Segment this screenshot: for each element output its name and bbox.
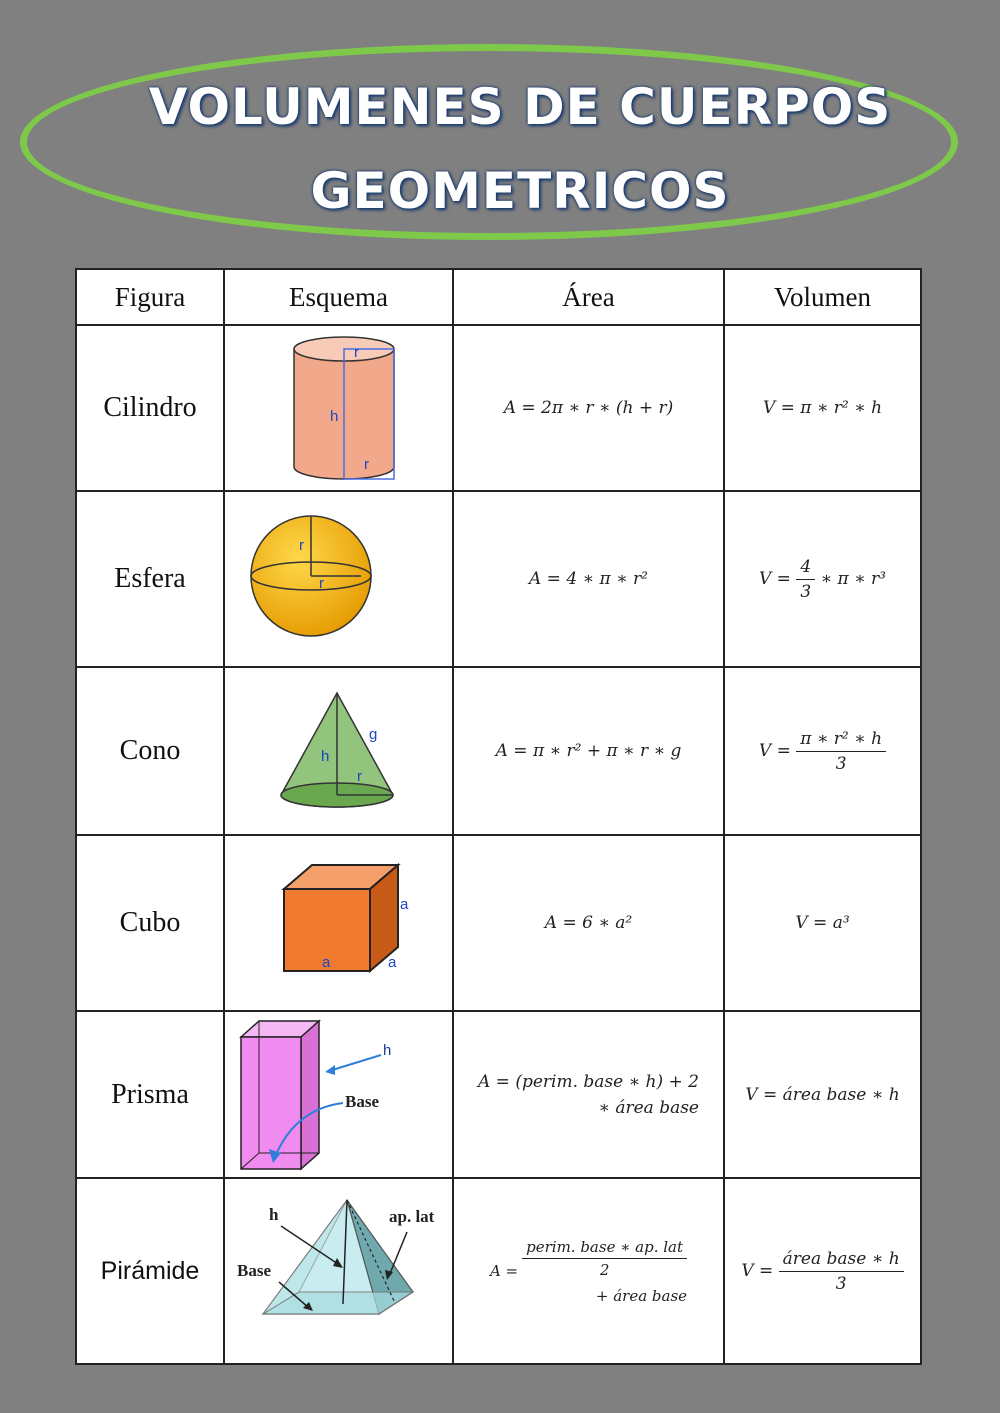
figure-name-cilindro: Cilindro — [76, 325, 224, 491]
table-row — [76, 1011, 921, 1178]
label-a-right: a — [399, 896, 408, 913]
area-formula-cono: A = π ∗ r² + π ∗ r ∗ g — [453, 667, 724, 835]
title-line-2: GEOMETRICOS — [310, 162, 730, 220]
area-formula-esfera: A = 4 ∗ π ∗ r² — [453, 491, 724, 667]
pyramid-diagram — [229, 1196, 449, 1346]
table-row — [76, 1178, 921, 1364]
figure-name-piramide: Pirámide — [76, 1178, 224, 1364]
header-volumen: Volumen — [724, 269, 921, 325]
label-ap-lat: ap. lat — [388, 1207, 434, 1226]
area-formula-cilindro: A = 2π ∗ r ∗ (h + r) — [453, 325, 724, 491]
area-stack — [522, 1238, 687, 1305]
volume-suffix: ∗ π ∗ r³ — [820, 568, 886, 589]
label-g: g — [368, 725, 377, 743]
label-base: Base — [236, 1261, 271, 1280]
figure-name-cono: Cono — [76, 667, 224, 835]
volume-formula-cilindro: V = π ∗ r² ∗ h — [724, 325, 921, 491]
header-esquema: Esquema — [224, 269, 453, 325]
formulas-table — [75, 268, 922, 1365]
table-row — [76, 325, 921, 491]
volume-denominator: 3 — [835, 753, 847, 774]
label-r-bottom: r — [363, 455, 369, 473]
area-line-2: ∗ área base — [598, 1097, 699, 1118]
volume-formula-cubo: V = a³ — [724, 835, 921, 1011]
label-r-top: r — [353, 343, 359, 361]
volume-formula-cono — [724, 667, 921, 835]
table-row — [76, 667, 921, 835]
volume-denominator: 3 — [835, 1273, 847, 1294]
label-h: h — [268, 1205, 278, 1224]
schema-piramide — [224, 1178, 453, 1364]
area-formula-prisma — [453, 1011, 724, 1178]
cone-diagram — [269, 689, 409, 814]
header-figura: Figura — [76, 269, 224, 325]
volume-formula-esfera — [724, 491, 921, 667]
table-row — [76, 491, 921, 667]
figure-name-prisma: Prisma — [76, 1011, 224, 1178]
volume-fraction — [796, 557, 815, 602]
label-h: h — [382, 1042, 391, 1059]
label-h: h — [329, 407, 338, 425]
table-row — [76, 835, 921, 1011]
volume-numerator: π ∗ r² ∗ h — [796, 729, 886, 752]
label-base: Base — [344, 1092, 379, 1111]
header-row — [76, 269, 921, 325]
schema-prisma — [224, 1011, 453, 1178]
schema-cono — [224, 667, 453, 835]
title-line-1: VOLUMENES DE CUERPOS — [148, 78, 892, 136]
sphere-diagram — [249, 514, 449, 644]
volume-prefix: V = — [758, 568, 791, 589]
area-formula-piramide — [453, 1178, 724, 1364]
volume-numerator: 4 — [796, 557, 815, 580]
schema-esfera — [224, 491, 453, 667]
volume-formula-prisma: V = área base ∗ h — [724, 1011, 921, 1178]
schema-cubo — [224, 835, 453, 1011]
cylinder-diagram — [274, 331, 404, 486]
header-area: Área — [453, 269, 724, 325]
area-expression — [490, 1238, 687, 1305]
area-two-line — [478, 1069, 699, 1121]
label-a-corner: a — [387, 954, 396, 971]
prism-diagram — [239, 1017, 439, 1172]
area-plus: + área base — [595, 1286, 688, 1305]
volume-prefix: V = — [741, 1260, 774, 1281]
volume-formula-piramide — [724, 1178, 921, 1364]
area-line-1: A = (perim. base ∗ h) + 2 — [477, 1071, 699, 1092]
label-a-front: a — [321, 954, 330, 971]
area-numerator: perim. base ∗ ap. lat — [522, 1238, 687, 1259]
schema-cilindro — [224, 325, 453, 491]
label-r-horizontal: r — [319, 575, 324, 592]
label-r: r — [356, 767, 362, 785]
volume-numerator: área base ∗ h — [779, 1249, 904, 1272]
area-formula-cubo: A = 6 ∗ a² — [453, 835, 724, 1011]
volume-fraction — [779, 1249, 904, 1294]
cube-diagram — [264, 863, 414, 983]
volume-denominator: 3 — [800, 581, 812, 602]
volume-fraction — [796, 729, 886, 774]
figure-name-cubo: Cubo — [76, 835, 224, 1011]
figure-name-esfera: Esfera — [76, 491, 224, 667]
area-fraction — [522, 1238, 687, 1285]
label-r-vertical: r — [299, 537, 304, 554]
label-h: h — [320, 747, 329, 765]
area-prefix: A = — [489, 1262, 519, 1280]
area-denominator: 2 — [599, 1260, 610, 1279]
volume-prefix: V = — [758, 740, 791, 761]
